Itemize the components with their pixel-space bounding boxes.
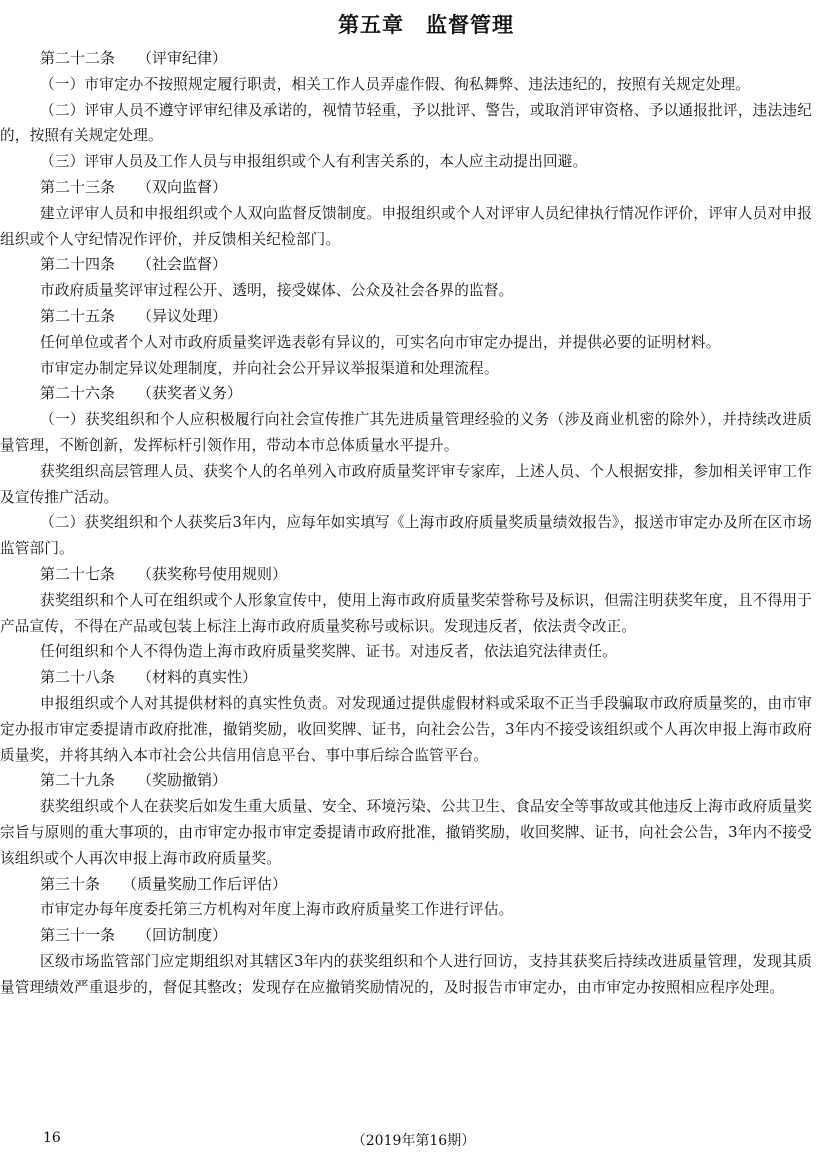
article-number: 第二十九条 bbox=[40, 771, 116, 790]
article-heading bbox=[40, 923, 812, 949]
article-paragraph: 获奖组织高层管理人员、获奖个人的名单列入市政府质量奖评审专家库，上述人员、个人根据安排，参加相关评审工作及宣传推广活动。 bbox=[0, 462, 812, 506]
article-number: 第二十三条 bbox=[40, 177, 116, 196]
article-heading bbox=[40, 304, 812, 330]
article-number: 第二十二条 bbox=[40, 49, 116, 67]
article-number: 第二十五条 bbox=[40, 306, 116, 325]
article-number: 第三十一条 bbox=[40, 926, 116, 945]
article-paragraph: 申报组织或个人对其提供材料的真实性负责。对发现通过提供虚假材料或采取不正当手段骗取市政府质量奖的，由市审定办报市审定委提请市政府批准，撤销奖励，收回奖牌、证书，向社会公告，3年内不接受该组织或个人再次申报上海市政府质量奖，并将其纳入本市社会公共信用信息平台、事中事后综合监管平台。 bbox=[0, 694, 812, 764]
article-heading bbox=[40, 381, 812, 407]
article-subject: （获奖者义务） bbox=[137, 384, 243, 403]
document-page bbox=[0, 10, 812, 1000]
article-paragraph: （二）获奖组织和个人获奖后3年内，应每年如实填写《上海市政府质量奖质量绩效报告》，报送市审定办及所在区市场监管部门。 bbox=[0, 514, 812, 558]
article-heading bbox=[40, 175, 812, 201]
article-section bbox=[0, 175, 812, 252]
article-paragraph: 建立评审人员和申报组织或个人双向监督反馈制度。申报组织或个人对评审人员纪律执行情况作评价，评审人员对申报组织或个人守纪情况作评价，并反馈相关纪检部门。 bbox=[0, 204, 812, 248]
article-paragraph: （一）市审定办不按照规定履行职责，相关工作人员弄虚作假、徇私舞弊、违法违纪的，按照有关规定处理。 bbox=[40, 75, 751, 93]
article-subject: （质量奖励工作后评估） bbox=[122, 874, 288, 893]
article-heading bbox=[40, 562, 812, 588]
article-heading bbox=[40, 252, 812, 278]
article-subject: （异议处理） bbox=[137, 306, 228, 325]
article-paragraph: 市审定办每年度委托第三方机构对年度上海市政府质量奖工作进行评估。 bbox=[40, 901, 514, 919]
article-section bbox=[0, 46, 812, 175]
article-heading bbox=[40, 46, 812, 72]
article-number: 第二十六条 bbox=[40, 384, 116, 403]
article-section bbox=[0, 665, 812, 768]
article-paragraph: 市审定办制定异议处理制度，并向社会公开异议举报渠道和处理流程。 bbox=[40, 359, 499, 377]
article-paragraph: 任何组织和个人不得伪造上海市政府质量奖奖牌、证书。对违反者，依法追究法律责任。 bbox=[40, 643, 617, 661]
article-paragraph: 获奖组织和个人可在组织或个人形象宣传中，使用上海市政府质量奖荣誉称号及标识，但需注明获奖年度，且不得用于产品宣传，不得在产品或包装上标注上海市政府质量奖称号或标识。发现违反者，依法责令改正。 bbox=[0, 591, 812, 635]
article-subject: （获奖称号使用规则） bbox=[137, 564, 288, 583]
article-paragraph: 获奖组织或个人在获奖后如发生重大质量、安全、环境污染、公共卫生、食品安全等事故或其他违反上海市政府质量奖宗旨与原则的重大事项的，由市审定办报市审定委提请市政府批准，撤销奖励，收回奖牌、证书，向社会公告，3年内不接受该组织或个人再次申报上海市政府质量奖。 bbox=[0, 798, 812, 867]
article-paragraph: 市政府质量奖评审过程公开、透明，接受媒体、公众及社会各界的监督。 bbox=[40, 282, 514, 300]
article-subject: （双向监督） bbox=[137, 177, 228, 196]
article-paragraph: （三）评审人员及工作人员与申报组织或个人有利害关系的，本人应主动提出回避。 bbox=[40, 153, 588, 171]
article-subject: （评审纪律） bbox=[137, 49, 228, 67]
article-paragraph: （二）评审人员不遵守评审纪律及承诺的，视情节轻重，予以批评、警告，或取消评审资格、予以通报批评，违法违纪的，按照有关规定处理。 bbox=[0, 101, 812, 145]
article-paragraph: （一）获奖组织和个人应积极履行向社会宣传推广其先进质量管理经验的义务（涉及商业机密的除外），并持续改进质量管理，不断创新，发挥标杆引领作用，带动本市总体质量水平提升。 bbox=[0, 411, 812, 454]
article-subject: （社会监督） bbox=[137, 255, 228, 274]
article-number: 第三十条 bbox=[40, 874, 101, 893]
articles-container bbox=[0, 46, 812, 1000]
issue-label: （2019年第16期） bbox=[351, 1133, 476, 1149]
article-paragraph: 任何单位或者个人对市政府质量奖评选表彰有异议的，可实名向市审定办提出，并提供必要的证明材料。 bbox=[40, 333, 721, 351]
article-subject: （回访制度） bbox=[137, 926, 228, 945]
article-section bbox=[40, 252, 812, 304]
article-number: 第二十七条 bbox=[40, 564, 116, 583]
article-section bbox=[40, 304, 812, 381]
article-heading bbox=[40, 872, 812, 898]
article-section bbox=[0, 768, 812, 871]
article-heading bbox=[40, 768, 812, 794]
page-number: 16 bbox=[43, 1130, 61, 1146]
article-number: 第二十四条 bbox=[40, 255, 116, 274]
article-section bbox=[0, 923, 812, 1000]
article-subject: （奖励撤销） bbox=[137, 771, 228, 790]
article-section bbox=[0, 381, 812, 562]
chapter-title: 第五章 监督管理 bbox=[338, 13, 514, 37]
article-paragraph: 区级市场监管部门应定期组织对其辖区3年内的获奖组织和个人进行回访，支持其获奖后持续改进质量管理，发现其质量管理绩效严重退步的，督促其整改；发现存在应撤销奖励情况的，及时报告市审定办，由市审定办按照相应程序处理。 bbox=[0, 952, 812, 996]
article-section bbox=[40, 872, 812, 924]
article-number: 第二十八条 bbox=[40, 668, 116, 687]
article-section bbox=[0, 562, 812, 665]
page-footer bbox=[0, 1130, 827, 1154]
article-heading bbox=[40, 665, 812, 691]
article-subject: （材料的真实性） bbox=[137, 668, 258, 687]
